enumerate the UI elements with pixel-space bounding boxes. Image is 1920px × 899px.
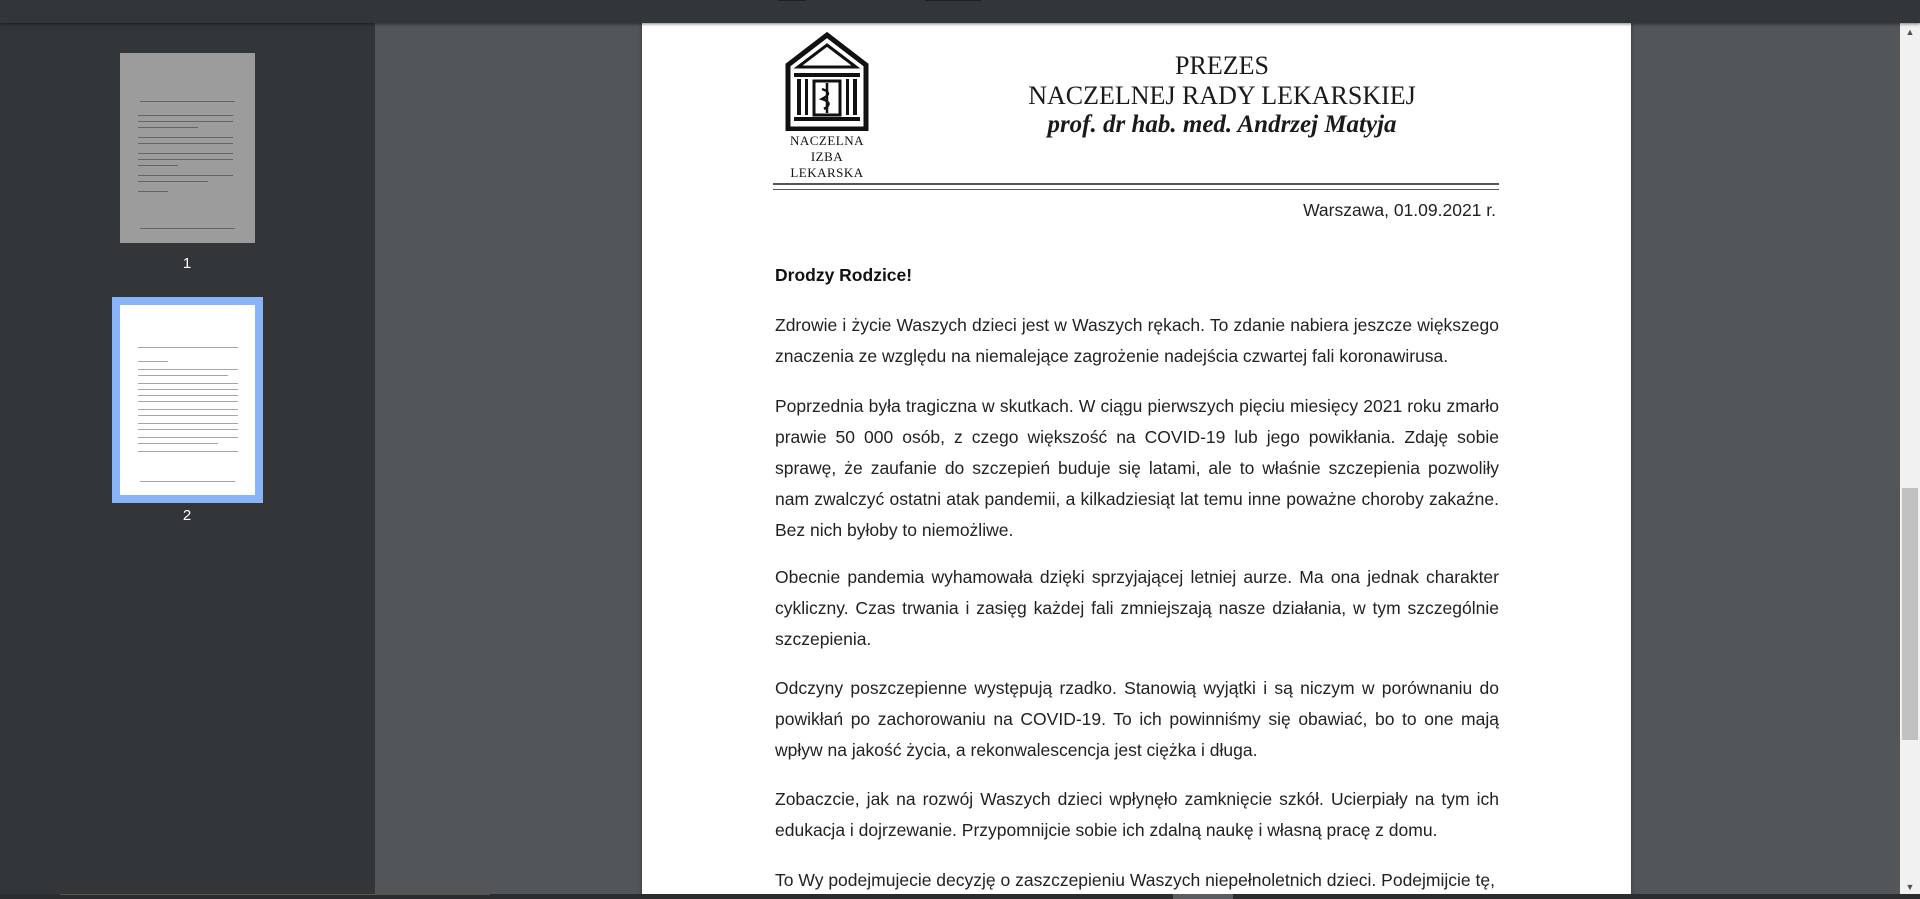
paragraph-6: To Wy podejmujecie decyzję o zaszczepieniu Waszych niepełnoletnich dzieci. Podejmijcie tę, bbox=[775, 870, 1495, 890]
paragraph-1: Zdrowie i życie Waszych dzieci jest w Waszych rękach. To zdanie nabiera jeszcze większego znaczenia ze względu na niemalejące zagrożenie nadejścia czwartej fali koronawirusa. bbox=[775, 315, 1499, 366]
header-title-1: PREZES bbox=[1175, 51, 1269, 80]
paragraph-2: Poprzednia była tragiczna w skutkach. W ciągu pierwszych pięciu miesięcy 2021 roku zmarło prawie 50 000 osób, z czego większość na COVID-19 lub jego powikłania. Zdaję sobie sprawę, że zaufanie do szczepień buduje się latami, ale to właśnie szczepienia pozwoliły nam zwalczyć ostatni atak pandemii, a kilkadziesiąt lat temu inne poważne choroby zakaźne. Bez nich byłoby to niemożliwe. bbox=[775, 396, 1499, 540]
header-name: prof. dr hab. med. Andrzej Matyja bbox=[1047, 111, 1397, 138]
letter-date: Warszawa, 01.09.2021 r. bbox=[1303, 200, 1496, 220]
toolbar-stub bbox=[778, 0, 806, 1]
scroll-down-arrow-icon[interactable]: ▼ bbox=[1905, 882, 1915, 892]
thumbnail-label-2: 2 bbox=[182, 507, 192, 524]
thumbnail-page-2[interactable] bbox=[112, 297, 263, 503]
scrollbar-thumb[interactable] bbox=[1902, 488, 1918, 740]
logo-line-2: IZBA LEKARSKA bbox=[790, 149, 864, 180]
page-thumbnail-image bbox=[120, 53, 255, 243]
paragraph-5: Zobaczcie, jak na rozwój Waszych dzieci wpłynęło zamknięcie szkół. Ucierpiały na tym ich edukacja i dojrzewanie. Przypomnijcie sobie ich zdalną naukę i własną pracę z domu. bbox=[775, 789, 1499, 840]
thumbnail-sidebar bbox=[0, 23, 375, 894]
scrollbar-track-segment bbox=[60, 894, 490, 895]
horizontal-scrollbar-thumb[interactable] bbox=[1173, 894, 1233, 899]
document-viewport[interactable] bbox=[375, 23, 1900, 894]
page-thumbnail-image bbox=[120, 305, 255, 495]
thumbnail-page-1[interactable] bbox=[120, 53, 255, 243]
header-rule-bottom bbox=[773, 189, 1499, 190]
header-title-2: NACZELNEJ RADY LEKARSKIEJ bbox=[1028, 81, 1416, 110]
header-rule-top bbox=[773, 183, 1499, 185]
building-caduceus-icon bbox=[782, 31, 872, 180]
letter-greeting: Drodzy Rodzice! bbox=[775, 265, 913, 285]
vertical-scrollbar[interactable] bbox=[1900, 23, 1920, 894]
scroll-up-arrow-icon[interactable]: ▲ bbox=[1905, 27, 1915, 37]
toolbar-stub bbox=[925, 0, 981, 1]
viewer-toolbar bbox=[0, 0, 1920, 23]
horizontal-scrollbar[interactable] bbox=[0, 894, 1920, 899]
logo-line-1: NACZELNA bbox=[789, 133, 865, 148]
thumbnail-label-1: 1 bbox=[182, 255, 192, 272]
pdf-page bbox=[642, 23, 1631, 894]
paragraph-3: Obecnie pandemia wyhamowała dzięki sprzyjającej letniej aurze. Ma ona jednak charakter cykliczny. Czas trwania i zasięg każdej fali zmniejszają nasze działania, w tym szczególnie szczepienia. bbox=[775, 567, 1499, 649]
paragraph-4: Odczyny poszczepienne występują rzadko. Stanowią wyjątki i są niczym w porównaniu do powikłań po zachorowaniu na COVID-19. To ich powinniśmy się obawiać, bo to one mają wpływ na jakość życia, a rekonwalescencja jest ciężka i długa. bbox=[775, 678, 1499, 760]
